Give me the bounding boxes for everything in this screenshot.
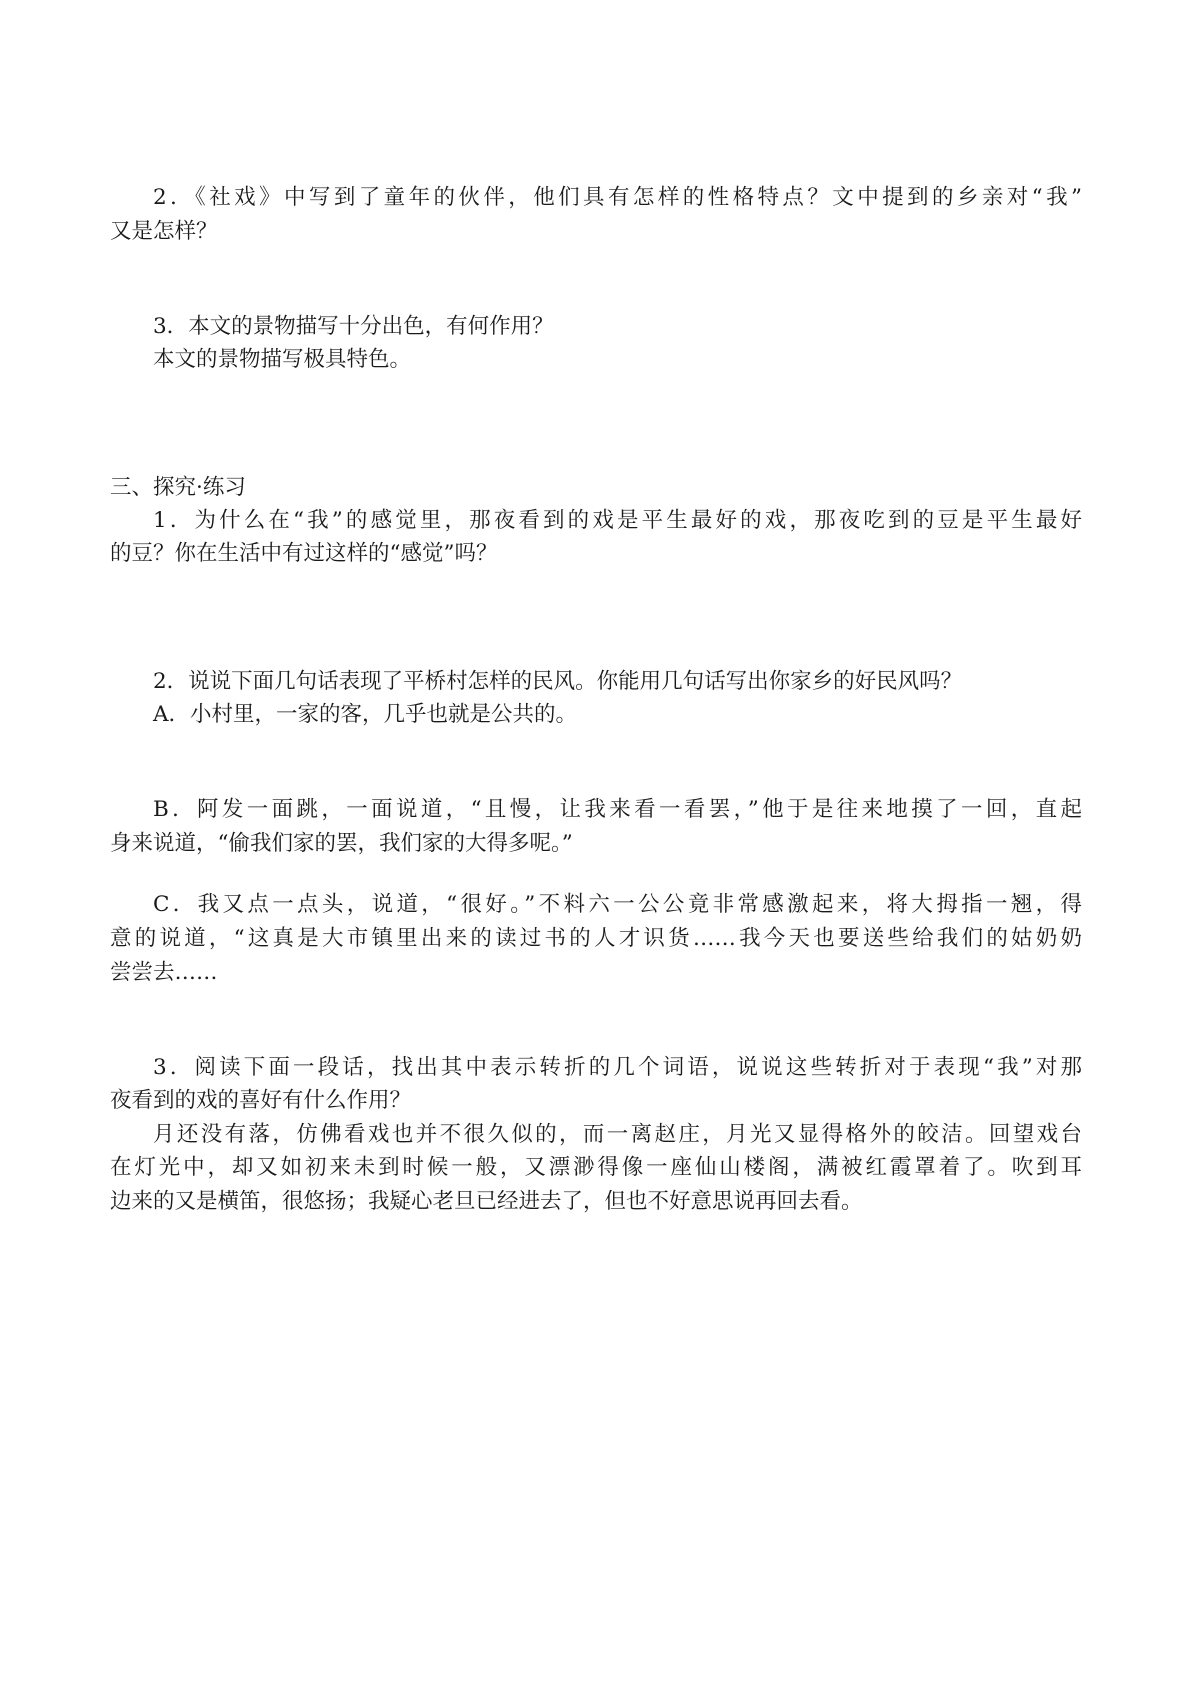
s3-q3-line1: 3．阅读下面一段话，找出其中表示转折的几个词语，说说这些转折对于表现“我”对那	[153, 1055, 1082, 1080]
s3-q2-option-c-line2: 意的说道，“这真是大市镇里出来的读过书的人才识货……我今天也要送些给我们的姑奶奶	[110, 926, 1082, 951]
s3-q2-option-b-line1: B．阿发一面跳，一面说道，“且慢，让我来看一看罢，”他于是往来地摸了一回，直起	[153, 797, 1082, 822]
s3-q3-passage-line1: 月还没有落，仿佛看戏也并不很久似的，而一离赵庄，月光又显得格外的皎洁。回望戏台	[153, 1122, 1082, 1147]
s3-q2-question: 2．说说下面几句话表现了平桥村怎样的民风。你能用几句话写出你家乡的好民风吗？	[153, 669, 963, 694]
q3-answer: 本文的景物描写极具特色。	[153, 347, 412, 372]
s3-q2-option-c-line3: 尝尝去……	[110, 960, 218, 985]
s3-q2-option-c-line1: C．我又点一点头，说道，“很好。”不料六一公公竟非常感激起来，将大拇指一翘，得	[153, 892, 1082, 917]
q3-question: 3．本文的景物描写十分出色，有何作用？	[153, 314, 554, 339]
q2-text-line2: 又是怎样？	[110, 219, 218, 244]
s3-q2-option-b-line2: 身来说道，“偷我们家的罢，我们家的大得多呢。”	[110, 831, 573, 856]
section-three-heading: 三、探究·练习	[110, 475, 246, 500]
s3-q3-passage-line3: 边来的又是横笛，很悠扬；我疑心老旦已经进去了，但也不好意思说再回去看。	[110, 1189, 863, 1214]
s3-q2-option-a: A．小村里，一家的客，几乎也就是公共的。	[153, 702, 578, 727]
s3-q1-line2: 的豆？你在生活中有过这样的“感觉”吗？	[110, 541, 498, 566]
q2-text-line1: 2．《社戏》中写到了童年的伙伴，他们具有怎样的性格特点？文中提到的乡亲对“我”	[153, 185, 1082, 210]
s3-q3-line2: 夜看到的戏的喜好有什么作用？	[110, 1088, 412, 1113]
s3-q1-line1: 1．为什么在“我”的感觉里，那夜看到的戏是平生最好的戏，那夜吃到的豆是平生最好	[153, 508, 1082, 533]
s3-q3-passage-line2: 在灯光中，却又如初来未到时候一般，又漂渺得像一座仙山楼阁，满被红霞罩着了。吹到耳	[110, 1155, 1082, 1180]
